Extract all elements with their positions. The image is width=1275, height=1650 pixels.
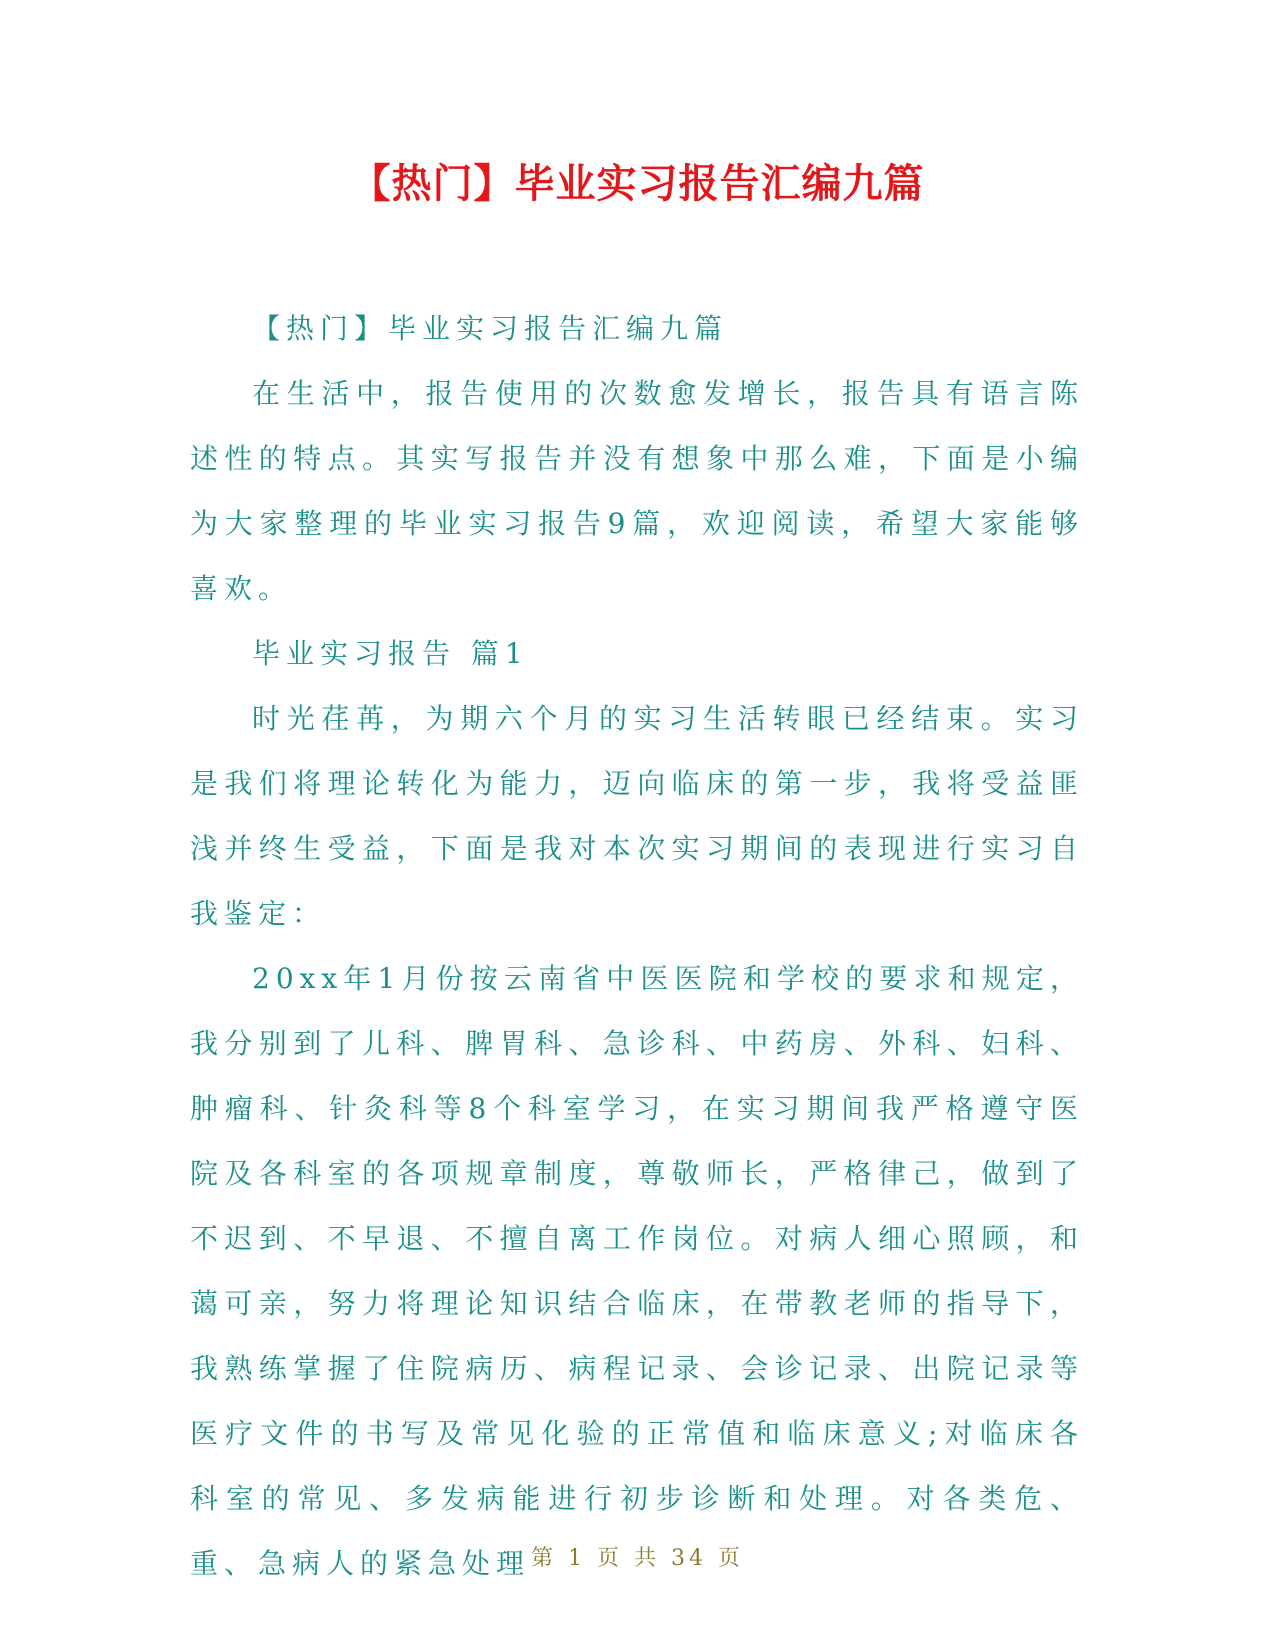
section-heading: 毕业实习报告 篇1 bbox=[252, 637, 529, 670]
paragraph-intro: 在生活中，报告使用的次数愈发增长，报告具有语言陈述性的特点。其实写报告并没有想象中那么难，下面是小编为大家整理的毕业实习报告9篇，欢迎阅读，希望大家能够喜欢。 bbox=[190, 377, 1084, 605]
document-body bbox=[190, 296, 1084, 1596]
paragraph-details: 20xx年1月份按云南省中医医院和学校的要求和规定，我分别到了儿科、脾胃科、急诊科、中药房、外科、妇科、肿瘤科、针灸科等8个科室学习，在实习期间我严格遵守医院及各科室的各项规章制度，尊敬师长，严格律己，做到了不迟到、不早退、不擅自离工作岗位。对病人细心照顾，和蔼可亲，努力将理论知识结合临床，在带教老师的指导下，我熟练掌握了住院病历、病程记录、会诊记录、出院记录等医疗文件的书写及常见化验的正常值和临床意义;对临床各科室的常见、多发病能进行初步诊断和处理。对各类危、重、急病人的紧急处理 bbox=[190, 962, 1084, 1580]
paragraph-summary: 时光荏苒，为期六个月的实习生活转眼已经结束。实习是我们将理论转化为能力，迈向临床的第一步，我将受益匪浅并终生受益，下面是我对本次实习期间的表现进行实习自我鉴定： bbox=[190, 702, 1084, 930]
page-footer: 第 1 页 共 34 页 bbox=[531, 1546, 744, 1571]
document-title: 【热门】毕业实习报告汇编九篇 bbox=[350, 161, 925, 207]
paragraph-heading: 【热门】毕业实习报告汇编九篇 bbox=[252, 312, 729, 345]
